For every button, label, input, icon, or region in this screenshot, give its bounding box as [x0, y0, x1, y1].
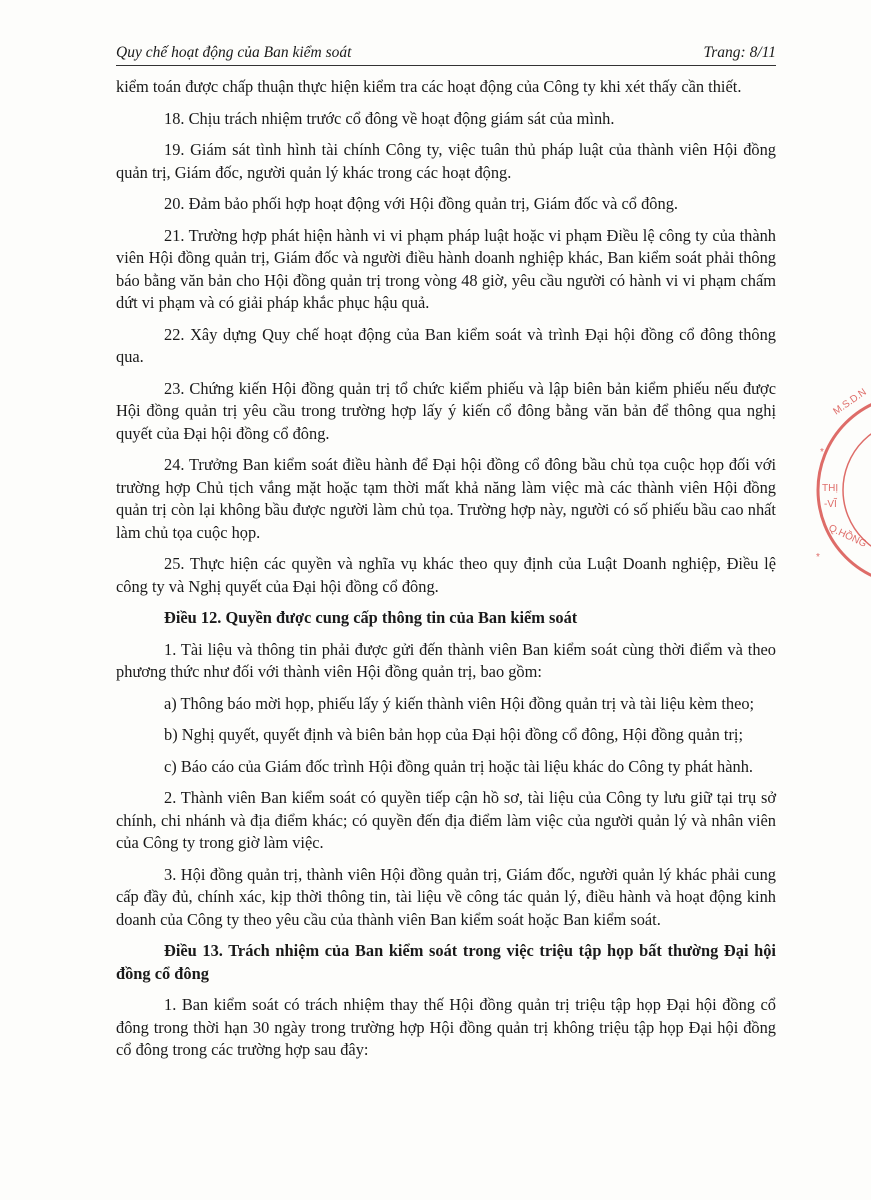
svg-text:THỊ: THỊ — [822, 483, 839, 494]
page-header — [116, 44, 776, 66]
article-12-item-b: b) Nghị quyết, quyết định và biên bản họp của Đại hội đồng cổ đông, Hội đồng quản trị; — [164, 725, 744, 744]
article-12-clause-3: 3. Hội đồng quản trị, thành viên Hội đồng quản trị, Giám đốc, người quản lý khác phải cung cấp đầy đủ, chính xác, kịp thời thông tin, tài liệu về công tác quản lý, điều hành và hoạt động kinh doanh của Công ty theo yêu cầu của thành viên Ban kiểm soát hoặc Ban kiểm soát. — [116, 864, 776, 929]
article-13-heading: Điều 13. Trách nhiệm của Ban kiểm soát trong việc triệu tập họp bất thường Đại hội đồng cổ đông — [116, 941, 776, 983]
document-title: Quy chế hoạt động của Ban kiểm soát — [116, 44, 352, 61]
document-body — [116, 76, 776, 1071]
clause-23: 23. Chứng kiến Hội đồng quản trị tổ chức kiểm phiếu và lập biên bản kiểm phiếu nếu được Hội đồng quản trị yêu cầu trong trường hợp lấy ý kiến cổ đông bằng văn bản để thông qua nghị quyết của Đại hội đồng cổ đông. — [116, 378, 776, 443]
page-number: Trang: 8/11 — [703, 44, 776, 61]
paragraph-continuation: kiểm toán được chấp thuận thực hiện kiểm tra các hoạt động của Công ty khi xét thấy cần thiết. — [116, 77, 742, 96]
article-12-item-c: c) Báo cáo của Giám đốc trình Hội đồng quản trị hoặc tài liệu khác do Công ty phát hành. — [164, 756, 753, 776]
article-12-clause-2: 2. Thành viên Ban kiểm soát có quyền tiếp cận hồ sơ, tài liệu của Công ty lưu giữ tại trụ sở chính, chi nhánh và địa điểm khác; có quyền đến địa điểm làm việc của người quản lý và nhân viên của Công ty trong giờ làm việc. — [116, 788, 776, 852]
company-seal-stamp — [808, 385, 871, 595]
svg-text:M.S.D.N: M.S.D.N — [831, 386, 869, 418]
clause-20: 20. Đảm bảo phối hợp hoạt động với Hội đồng quản trị, Giám đốc và cổ đông. — [164, 194, 678, 213]
article-12-item-a: a) Thông báo mời họp, phiếu lấy ý kiến thành viên Hội đồng quản trị và tài liệu kèm theo; — [164, 693, 755, 713]
article-12-clause-1: 1. Tài liệu và thông tin phải được gửi đến thành viên Ban kiểm soát cùng thời điểm và theo phương thức như đối với thành viên Hội đồng quản trị, bao gồm: — [116, 639, 776, 681]
clause-18: 18. Chịu trách nhiệm trước cổ đông về hoạt động giám sát của mình. — [164, 108, 615, 128]
clause-25: 25. Thực hiện các quyền và nghĩa vụ khác theo quy định của Luật Doanh nghiệp, Điều lệ công ty và Nghị quyết của Đại hội đồng cổ đông. — [116, 554, 776, 596]
clause-24: 24. Trưởng Ban kiểm soát điều hành để Đại hội đồng cổ đông bầu chủ tọa cuộc họp đối với trường hợp Chủ tịch vắng mặt hoặc tạm thời mất khả năng làm việc mà các thành viên Hội đồng quản trị còn lại không bầu được người làm chủ tọa. Trường hợp này, người có số phiếu bầu cao nhất làm chủ tọa cuộc họp. — [116, 455, 776, 542]
clause-21: 21. Trường hợp phát hiện hành vi vi phạm pháp luật hoặc vi phạm Điều lệ công ty của thành viên Hội đồng quản trị, Giám đốc và người điều hành doanh nghiệp khác, Ban kiểm soát phải thông báo bằng văn bản cho Hội đồng quản trị trong vòng 48 giờ, yêu cầu người có hành vi vi phạm chấm dứt vi phạm và có giải pháp khắc phục hậu quả. — [116, 225, 776, 312]
clause-22: 22. Xây dựng Quy chế hoạt động của Ban kiểm soát và trình Đại hội đồng cổ đông thông qua. — [116, 324, 776, 366]
svg-text:*: * — [820, 447, 824, 458]
svg-text:*: * — [816, 552, 820, 563]
clause-19: 19. Giám sát tình hình tài chính Công ty, việc tuân thủ pháp luật của thành viên Hội đồng quản trị, Giám đốc, người quản lý khác trong các hoạt động. — [116, 140, 776, 182]
svg-text:Q.HỒNG: Q.HỒNG — [826, 522, 869, 550]
svg-text:-VĨ: -VĨ — [824, 499, 837, 510]
article-12-heading: Điều 12. Quyền được cung cấp thông tin của Ban kiểm soát — [164, 608, 578, 627]
article-13-clause-1: 1. Ban kiểm soát có trách nhiệm thay thế Hội đồng quản trị triệu tập họp Đại hội đồng cổ đông trong thời hạn 30 ngày trong trường hợp Hội đồng quản trị không triệu tập họp Đại hội đồng cổ đông trong các trường hợp sau đây: — [116, 995, 776, 1059]
